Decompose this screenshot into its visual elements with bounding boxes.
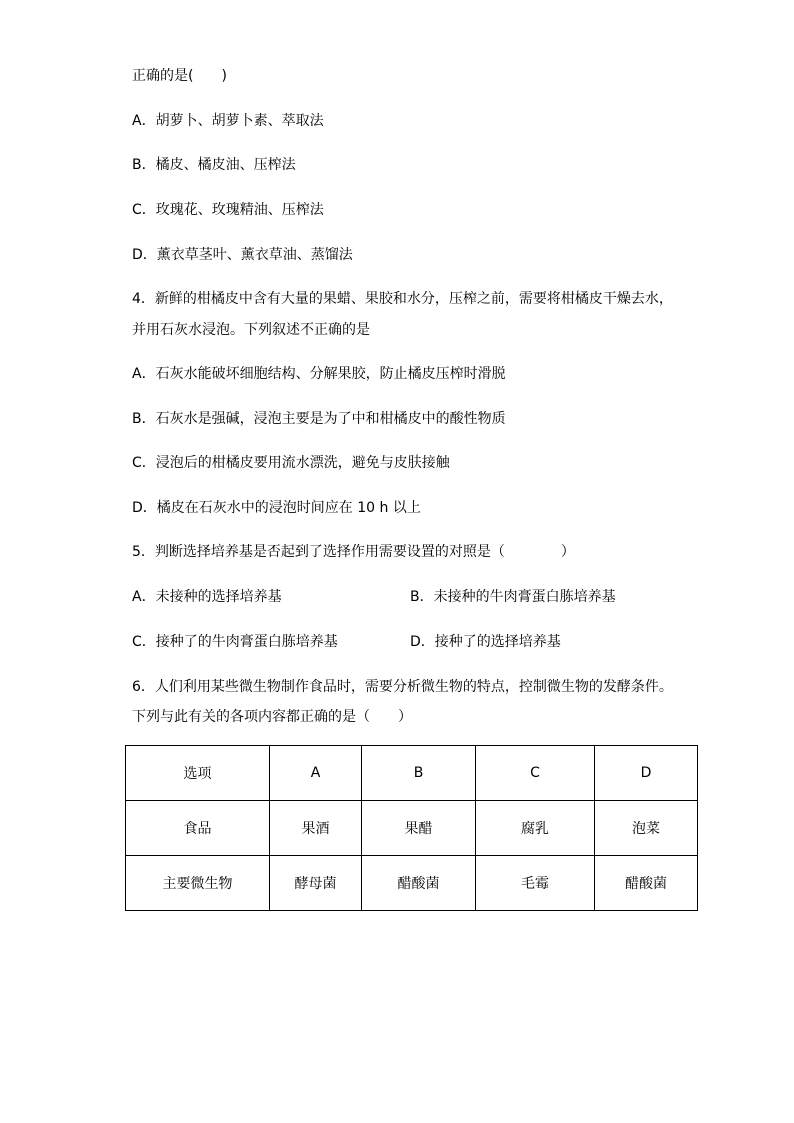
q6-stem-line-2: 下列与此有关的各项内容都正确的是（ ） xyxy=(132,709,412,725)
q5-option-a: A．未接种的选择培养基 xyxy=(132,589,282,605)
table-row-header xyxy=(126,746,698,801)
table-cell: D xyxy=(595,746,698,801)
table-row-food xyxy=(126,801,698,856)
q4-option-a: A．石灰水能破坏细胞结构、分解果胶，防止橘皮压榨时滑脱 xyxy=(132,366,506,382)
table-cell: A xyxy=(270,746,362,801)
table-cell: 食品 xyxy=(126,801,270,856)
table-cell: 泡菜 xyxy=(595,801,698,856)
q4-stem-line-1: 4．新鲜的柑橘皮中含有大量的果蜡、果胶和水分，压榨之前，需要将柑橘皮干燥去水， xyxy=(132,291,673,307)
table-cell: B xyxy=(362,746,476,801)
q5-option-b: B．未接种的牛肉膏蛋白胨培养基 xyxy=(410,589,616,605)
table-cell: 酵母菌 xyxy=(270,856,362,911)
table-cell: 主要微生物 xyxy=(126,856,270,911)
table-cell: 毛霉 xyxy=(476,856,595,911)
q3-option-a: A．胡萝卜、胡萝卜素、萃取法 xyxy=(132,113,324,129)
q4-option-b: B．石灰水是强碱，浸泡主要是为了中和柑橘皮中的酸性物质 xyxy=(132,411,506,427)
q6-stem-line-1: 6．人们利用某些微生物制作食品时，需要分析微生物的特点，控制微生物的发酵条件。 xyxy=(132,679,673,695)
table-cell: 果酒 xyxy=(270,801,362,856)
q3-option-c: C．玫瑰花、玫瑰精油、压榨法 xyxy=(132,202,324,218)
table-cell: 果醋 xyxy=(362,801,476,856)
q4-option-c: C．浸泡后的柑橘皮要用流水漂洗，避免与皮肤接触 xyxy=(132,455,450,471)
table-cell: C xyxy=(476,746,595,801)
table-cell: 选项 xyxy=(126,746,270,801)
q3-stem-end: 正确的是( ) xyxy=(132,68,227,84)
q5-stem: 5．判断选择培养基是否起到了选择作用需要设置的对照是（ ） xyxy=(132,544,575,560)
q5-option-c: C．接种了的牛肉膏蛋白胨培养基 xyxy=(132,634,338,650)
table-cell: 醋酸菌 xyxy=(595,856,698,911)
q3-option-d: D．薰衣草茎叶、薰衣草油、蒸馏法 xyxy=(132,247,353,263)
table-cell: 腐乳 xyxy=(476,801,595,856)
q4-option-d: D．橘皮在石灰水中的浸泡时间应在 10 h 以上 xyxy=(132,500,421,516)
q4-stem-line-2: 并用石灰水浸泡。下列叙述不正确的是 xyxy=(132,322,370,338)
table-cell: 醋酸菌 xyxy=(362,856,476,911)
q6-options-table xyxy=(125,745,698,911)
q5-option-d: D．接种了的选择培养基 xyxy=(410,634,561,650)
q3-option-b: B．橘皮、橘皮油、压榨法 xyxy=(132,157,296,173)
table-row-microbe xyxy=(126,856,698,911)
